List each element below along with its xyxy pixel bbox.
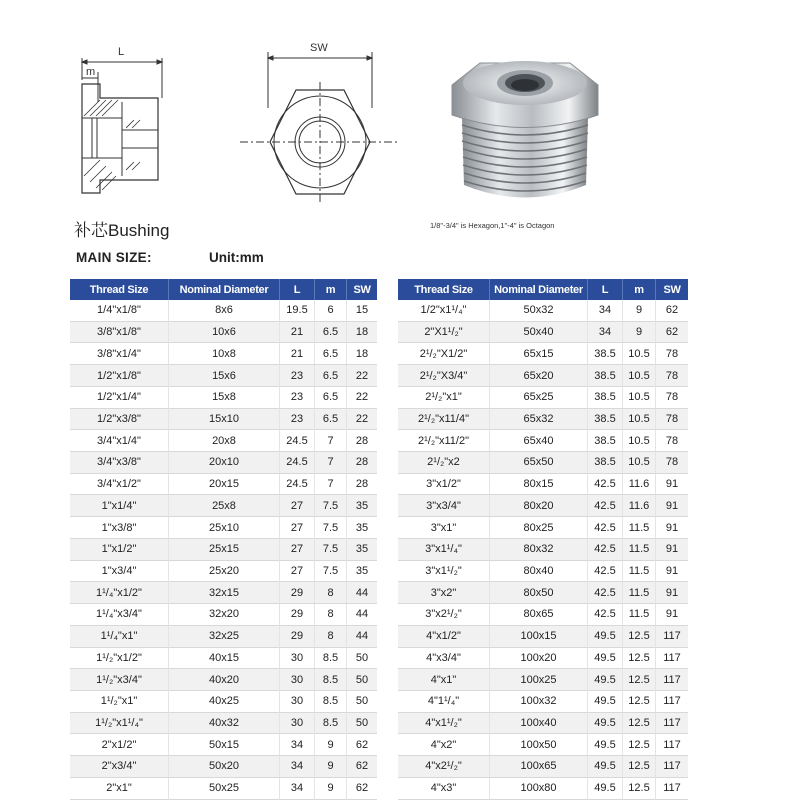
table-row	[70, 778, 377, 800]
table-row	[398, 452, 688, 474]
cell-l: 24.5	[280, 430, 315, 452]
cell-nominal-diameter: 32x20	[169, 604, 280, 626]
cell-l: 30	[280, 648, 315, 670]
cell-m: 7	[315, 474, 347, 496]
cell-sw: 50	[347, 691, 377, 713]
header-sw: SW	[347, 279, 377, 300]
cell-nominal-diameter: 10x6	[169, 322, 280, 344]
cell-sw: 78	[656, 343, 688, 365]
cell-nominal-diameter: 65x50	[490, 452, 588, 474]
cell-m: 11.6	[623, 474, 656, 496]
front-view-drawing	[240, 38, 400, 213]
cell-sw: 35	[347, 517, 377, 539]
cell-m: 12.5	[623, 691, 656, 713]
table-row	[70, 300, 377, 322]
cell-sw: 62	[656, 300, 688, 322]
cell-l: 30	[280, 713, 315, 735]
table-row	[398, 474, 688, 496]
cell-sw: 117	[656, 648, 688, 670]
cell-nominal-diameter: 50x20	[169, 756, 280, 778]
cell-sw: 78	[656, 409, 688, 431]
cell-thread-size: 2¹/₂"x1"	[398, 387, 490, 409]
header-l: L	[588, 279, 623, 300]
cell-l: 38.5	[588, 452, 623, 474]
table-row	[398, 648, 688, 670]
cell-nominal-diameter: 15x10	[169, 409, 280, 431]
cell-nominal-diameter: 80x65	[490, 604, 588, 626]
cell-thread-size: 2"X1¹/₂"	[398, 322, 490, 344]
dimension-m-label: m	[86, 66, 96, 78]
cell-l: 23	[280, 365, 315, 387]
table-row	[70, 322, 377, 344]
cell-m: 7.5	[315, 561, 347, 583]
cell-nominal-diameter: 50x40	[490, 322, 588, 344]
cell-l: 27	[280, 517, 315, 539]
cell-nominal-diameter: 25x8	[169, 495, 280, 517]
table-row	[398, 517, 688, 539]
cell-sw: 91	[656, 495, 688, 517]
cell-m: 7.5	[315, 495, 347, 517]
cell-thread-size: 4"x1¹/₂"	[398, 713, 490, 735]
header-sw: SW	[656, 279, 688, 300]
cell-thread-size: 3"x1/2"	[398, 474, 490, 496]
cell-sw: 78	[656, 365, 688, 387]
table-row	[398, 430, 688, 452]
table-row	[70, 582, 377, 604]
cell-nominal-diameter: 25x10	[169, 517, 280, 539]
cell-m: 12.5	[623, 778, 656, 800]
cell-l: 34	[588, 300, 623, 322]
table-row	[70, 604, 377, 626]
cell-sw: 35	[347, 495, 377, 517]
cell-m: 9	[623, 322, 656, 344]
cell-nominal-diameter: 20x8	[169, 430, 280, 452]
cell-m: 6.5	[315, 365, 347, 387]
table-row	[70, 626, 377, 648]
cell-l: 38.5	[588, 387, 623, 409]
cell-nominal-diameter: 40x25	[169, 691, 280, 713]
cell-nominal-diameter: 65x40	[490, 430, 588, 452]
cell-l: 49.5	[588, 734, 623, 756]
cell-m: 9	[315, 756, 347, 778]
table-row	[70, 561, 377, 583]
cell-nominal-diameter: 100x80	[490, 778, 588, 800]
cell-m: 12.5	[623, 626, 656, 648]
cell-nominal-diameter: 40x15	[169, 648, 280, 670]
cell-sw: 44	[347, 626, 377, 648]
cell-nominal-diameter: 100x15	[490, 626, 588, 648]
table-row	[398, 539, 688, 561]
cell-m: 12.5	[623, 734, 656, 756]
cell-sw: 117	[656, 778, 688, 800]
cell-thread-size: 4"x1"	[398, 669, 490, 691]
cell-nominal-diameter: 15x8	[169, 387, 280, 409]
cell-m: 10.5	[623, 387, 656, 409]
cell-l: 34	[280, 756, 315, 778]
size-table-right	[398, 279, 688, 800]
cell-m: 12.5	[623, 669, 656, 691]
table-row	[70, 734, 377, 756]
cell-nominal-diameter: 80x40	[490, 561, 588, 583]
table-row	[398, 409, 688, 431]
cell-m: 6.5	[315, 409, 347, 431]
table-row	[398, 582, 688, 604]
cell-thread-size: 1/4"x1/8"	[70, 300, 169, 322]
cell-nominal-diameter: 80x15	[490, 474, 588, 496]
cell-sw: 117	[656, 691, 688, 713]
cell-thread-size: 3/8"x1/4"	[70, 343, 169, 365]
cell-nominal-diameter: 40x32	[169, 713, 280, 735]
cell-sw: 35	[347, 561, 377, 583]
cell-m: 12.5	[623, 648, 656, 670]
dimension-l-label: L	[118, 46, 125, 58]
cell-l: 49.5	[588, 669, 623, 691]
cell-sw: 44	[347, 582, 377, 604]
cell-nominal-diameter: 50x25	[169, 778, 280, 800]
table-row	[398, 626, 688, 648]
table-row	[398, 495, 688, 517]
cell-thread-size: 2¹/₂"x11/2"	[398, 430, 490, 452]
cell-m: 11.5	[623, 517, 656, 539]
cell-l: 49.5	[588, 778, 623, 800]
cell-nominal-diameter: 100x65	[490, 756, 588, 778]
table-row	[70, 756, 377, 778]
cell-nominal-diameter: 25x15	[169, 539, 280, 561]
cell-m: 8.5	[315, 648, 347, 670]
cell-l: 21	[280, 322, 315, 344]
cell-l: 42.5	[588, 495, 623, 517]
cell-thread-size: 2"x1/2"	[70, 734, 169, 756]
header-thread-size: Thread Size	[398, 279, 490, 300]
cell-thread-size: 1"x1/2"	[70, 539, 169, 561]
cell-thread-size: 3/4"x1/2"	[70, 474, 169, 496]
cell-thread-size: 4"x2¹/₂"	[398, 756, 490, 778]
cell-thread-size: 2"x1"	[70, 778, 169, 800]
cell-sw: 78	[656, 430, 688, 452]
cell-nominal-diameter: 32x25	[169, 626, 280, 648]
cell-l: 42.5	[588, 474, 623, 496]
cell-nominal-diameter: 80x20	[490, 495, 588, 517]
table-row	[398, 691, 688, 713]
cell-sw: 62	[656, 322, 688, 344]
cell-m: 7	[315, 452, 347, 474]
cell-thread-size: 3/8"x1/8"	[70, 322, 169, 344]
cell-l: 38.5	[588, 343, 623, 365]
cell-sw: 78	[656, 452, 688, 474]
table-row	[398, 343, 688, 365]
cell-sw: 22	[347, 365, 377, 387]
cell-sw: 62	[347, 734, 377, 756]
cell-sw: 28	[347, 474, 377, 496]
cell-m: 8.5	[315, 669, 347, 691]
header-nominal-diameter: Nominal Diameter	[490, 279, 588, 300]
table-row	[70, 517, 377, 539]
cell-sw: 22	[347, 409, 377, 431]
cell-sw: 117	[656, 713, 688, 735]
cell-l: 38.5	[588, 430, 623, 452]
cell-m: 10.5	[623, 452, 656, 474]
cell-m: 7.5	[315, 517, 347, 539]
cell-thread-size: 3"x1¹/₂"	[398, 561, 490, 583]
cell-nominal-diameter: 50x15	[169, 734, 280, 756]
cell-thread-size: 3"x1¹/₄"	[398, 539, 490, 561]
cell-thread-size: 1¹/₂"x1/2"	[70, 648, 169, 670]
cell-m: 10.5	[623, 430, 656, 452]
cell-thread-size: 1/2"x3/8"	[70, 409, 169, 431]
cell-l: 24.5	[280, 452, 315, 474]
cell-nominal-diameter: 20x15	[169, 474, 280, 496]
cell-m: 9	[623, 300, 656, 322]
cell-m: 6.5	[315, 343, 347, 365]
cell-thread-size: 1¹/₂"x1¹/₄"	[70, 713, 169, 735]
cell-l: 29	[280, 626, 315, 648]
cell-m: 8	[315, 604, 347, 626]
cell-l: 24.5	[280, 474, 315, 496]
cell-nominal-diameter: 50x32	[490, 300, 588, 322]
cell-thread-size: 1¹/₄"x3/4"	[70, 604, 169, 626]
cell-l: 38.5	[588, 365, 623, 387]
cell-sw: 91	[656, 582, 688, 604]
table-row	[70, 691, 377, 713]
header-m: m	[315, 279, 347, 300]
cell-l: 23	[280, 409, 315, 431]
cell-sw: 117	[656, 734, 688, 756]
unit-label: Unit:mm	[209, 250, 264, 265]
cell-m: 6	[315, 300, 347, 322]
cell-sw: 91	[656, 561, 688, 583]
side-view-drawing	[70, 40, 180, 205]
cell-sw: 28	[347, 452, 377, 474]
cell-thread-size: 1¹/₂"x1"	[70, 691, 169, 713]
cell-sw: 18	[347, 322, 377, 344]
table-row	[70, 539, 377, 561]
cell-nominal-diameter: 25x20	[169, 561, 280, 583]
header-thread-size: Thread Size	[70, 279, 169, 300]
cell-m: 11.5	[623, 582, 656, 604]
cell-sw: 78	[656, 387, 688, 409]
cell-l: 30	[280, 669, 315, 691]
cell-sw: 50	[347, 669, 377, 691]
cell-nominal-diameter: 10x8	[169, 343, 280, 365]
cell-m: 9	[315, 778, 347, 800]
cell-m: 8	[315, 626, 347, 648]
dimension-sw-label: SW	[310, 42, 328, 54]
cell-nominal-diameter: 20x10	[169, 452, 280, 474]
table-row	[398, 300, 688, 322]
table-row	[70, 648, 377, 670]
table-row	[398, 669, 688, 691]
table-row	[70, 495, 377, 517]
cell-l: 38.5	[588, 409, 623, 431]
cell-l: 27	[280, 561, 315, 583]
cell-thread-size: 2¹/₂"X3/4"	[398, 365, 490, 387]
cell-l: 21	[280, 343, 315, 365]
cell-thread-size: 1"x1/4"	[70, 495, 169, 517]
table-row	[70, 452, 377, 474]
cell-thread-size: 1"x3/4"	[70, 561, 169, 583]
cell-sw: 22	[347, 387, 377, 409]
cell-m: 10.5	[623, 343, 656, 365]
cell-m: 12.5	[623, 756, 656, 778]
table-row	[70, 713, 377, 735]
cell-thread-size: 3/4"x3/8"	[70, 452, 169, 474]
cell-nominal-diameter: 80x50	[490, 582, 588, 604]
cell-thread-size: 3"x3/4"	[398, 495, 490, 517]
cell-thread-size: 2¹/₂"X1/2"	[398, 343, 490, 365]
cell-m: 12.5	[623, 713, 656, 735]
cell-sw: 91	[656, 517, 688, 539]
cell-thread-size: 1/2"x1/8"	[70, 365, 169, 387]
cell-m: 10.5	[623, 409, 656, 431]
table-row	[70, 409, 377, 431]
cell-l: 49.5	[588, 713, 623, 735]
cell-m: 7	[315, 430, 347, 452]
cell-l: 42.5	[588, 561, 623, 583]
cell-sw: 91	[656, 539, 688, 561]
cell-nominal-diameter: 100x20	[490, 648, 588, 670]
cell-nominal-diameter: 15x6	[169, 365, 280, 387]
cell-m: 7.5	[315, 539, 347, 561]
cell-l: 42.5	[588, 604, 623, 626]
cell-sw: 62	[347, 756, 377, 778]
cell-l: 27	[280, 539, 315, 561]
table-row	[70, 430, 377, 452]
cell-m: 10.5	[623, 365, 656, 387]
cell-nominal-diameter: 40x20	[169, 669, 280, 691]
cell-nominal-diameter: 65x20	[490, 365, 588, 387]
cell-sw: 50	[347, 648, 377, 670]
cell-sw: 91	[656, 474, 688, 496]
cell-l: 49.5	[588, 626, 623, 648]
table-row	[70, 387, 377, 409]
cell-sw: 18	[347, 343, 377, 365]
cell-nominal-diameter: 65x15	[490, 343, 588, 365]
cell-sw: 117	[656, 626, 688, 648]
shape-note: 1/8"-3/4" is Hexagon,1"-4" is Octagon	[430, 221, 555, 230]
cell-thread-size: 2¹/₂"x11/4"	[398, 409, 490, 431]
cell-thread-size: 3"x2"	[398, 582, 490, 604]
cell-thread-size: 1¹/₂"x3/4"	[70, 669, 169, 691]
cell-thread-size: 1¹/₄"x1"	[70, 626, 169, 648]
cell-nominal-diameter: 80x25	[490, 517, 588, 539]
table-row	[70, 474, 377, 496]
cell-sw: 50	[347, 713, 377, 735]
cell-l: 42.5	[588, 517, 623, 539]
cell-thread-size: 1/2"x1/4"	[70, 387, 169, 409]
cell-nominal-diameter: 100x50	[490, 734, 588, 756]
cell-l: 34	[280, 734, 315, 756]
cell-nominal-diameter: 32x15	[169, 582, 280, 604]
cell-thread-size: 4"x2"	[398, 734, 490, 756]
table-row	[398, 322, 688, 344]
size-table-left	[70, 279, 377, 800]
table-row	[398, 604, 688, 626]
cell-nominal-diameter: 65x25	[490, 387, 588, 409]
bushing-photo	[440, 45, 610, 210]
cell-m: 9	[315, 734, 347, 756]
header-nominal-diameter: Nominal Diameter	[169, 279, 280, 300]
cell-thread-size: 3"x1"	[398, 517, 490, 539]
cell-l: 30	[280, 691, 315, 713]
cell-m: 11.5	[623, 604, 656, 626]
cell-sw: 117	[656, 669, 688, 691]
table-row	[70, 669, 377, 691]
main-size-label: MAIN SIZE:	[76, 250, 152, 265]
cell-sw: 15	[347, 300, 377, 322]
cell-l: 49.5	[588, 756, 623, 778]
cell-m: 11.5	[623, 561, 656, 583]
cell-sw: 62	[347, 778, 377, 800]
cell-m: 8	[315, 582, 347, 604]
cell-thread-size: 4"x3/4"	[398, 648, 490, 670]
cell-thread-size: 4"x1/2"	[398, 626, 490, 648]
table-row	[398, 756, 688, 778]
table-row	[398, 713, 688, 735]
cell-sw: 35	[347, 539, 377, 561]
table-row	[70, 343, 377, 365]
cell-m: 6.5	[315, 322, 347, 344]
product-title: 补芯Bushing	[74, 221, 170, 240]
cell-nominal-diameter: 65x32	[490, 409, 588, 431]
cell-thread-size: 3/4"x1/4"	[70, 430, 169, 452]
cell-m: 11.5	[623, 539, 656, 561]
cell-thread-size: 4"1¹/₄"	[398, 691, 490, 713]
header-l: L	[280, 279, 315, 300]
header-m: m	[623, 279, 656, 300]
cell-nominal-diameter: 8x6	[169, 300, 280, 322]
cell-thread-size: 1/2"x1¹/₄"	[398, 300, 490, 322]
cell-sw: 117	[656, 756, 688, 778]
cell-sw: 91	[656, 604, 688, 626]
cell-thread-size: 2"x3/4"	[70, 756, 169, 778]
cell-m: 11.6	[623, 495, 656, 517]
table-row	[70, 365, 377, 387]
cell-nominal-diameter: 100x40	[490, 713, 588, 735]
cell-l: 49.5	[588, 691, 623, 713]
table-row	[398, 561, 688, 583]
cell-l: 34	[588, 322, 623, 344]
cell-thread-size: 2¹/₂"x2	[398, 452, 490, 474]
table-row	[398, 365, 688, 387]
cell-l: 34	[280, 778, 315, 800]
cell-m: 8.5	[315, 713, 347, 735]
cell-nominal-diameter: 80x32	[490, 539, 588, 561]
table-row	[398, 387, 688, 409]
cell-sw: 44	[347, 604, 377, 626]
cell-sw: 28	[347, 430, 377, 452]
cell-l: 49.5	[588, 648, 623, 670]
cell-l: 42.5	[588, 582, 623, 604]
cell-thread-size: 4"x3"	[398, 778, 490, 800]
table-row	[398, 734, 688, 756]
cell-thread-size: 3"x2¹/₂"	[398, 604, 490, 626]
cell-nominal-diameter: 100x32	[490, 691, 588, 713]
cell-l: 23	[280, 387, 315, 409]
cell-thread-size: 1"x3/8"	[70, 517, 169, 539]
cell-m: 8.5	[315, 691, 347, 713]
cell-l: 42.5	[588, 539, 623, 561]
cell-thread-size: 1¹/₄"x1/2"	[70, 582, 169, 604]
cell-nominal-diameter: 100x25	[490, 669, 588, 691]
cell-m: 6.5	[315, 387, 347, 409]
table-row	[398, 778, 688, 800]
cell-l: 29	[280, 604, 315, 626]
cell-l: 27	[280, 495, 315, 517]
cell-l: 19.5	[280, 300, 315, 322]
cell-l: 29	[280, 582, 315, 604]
